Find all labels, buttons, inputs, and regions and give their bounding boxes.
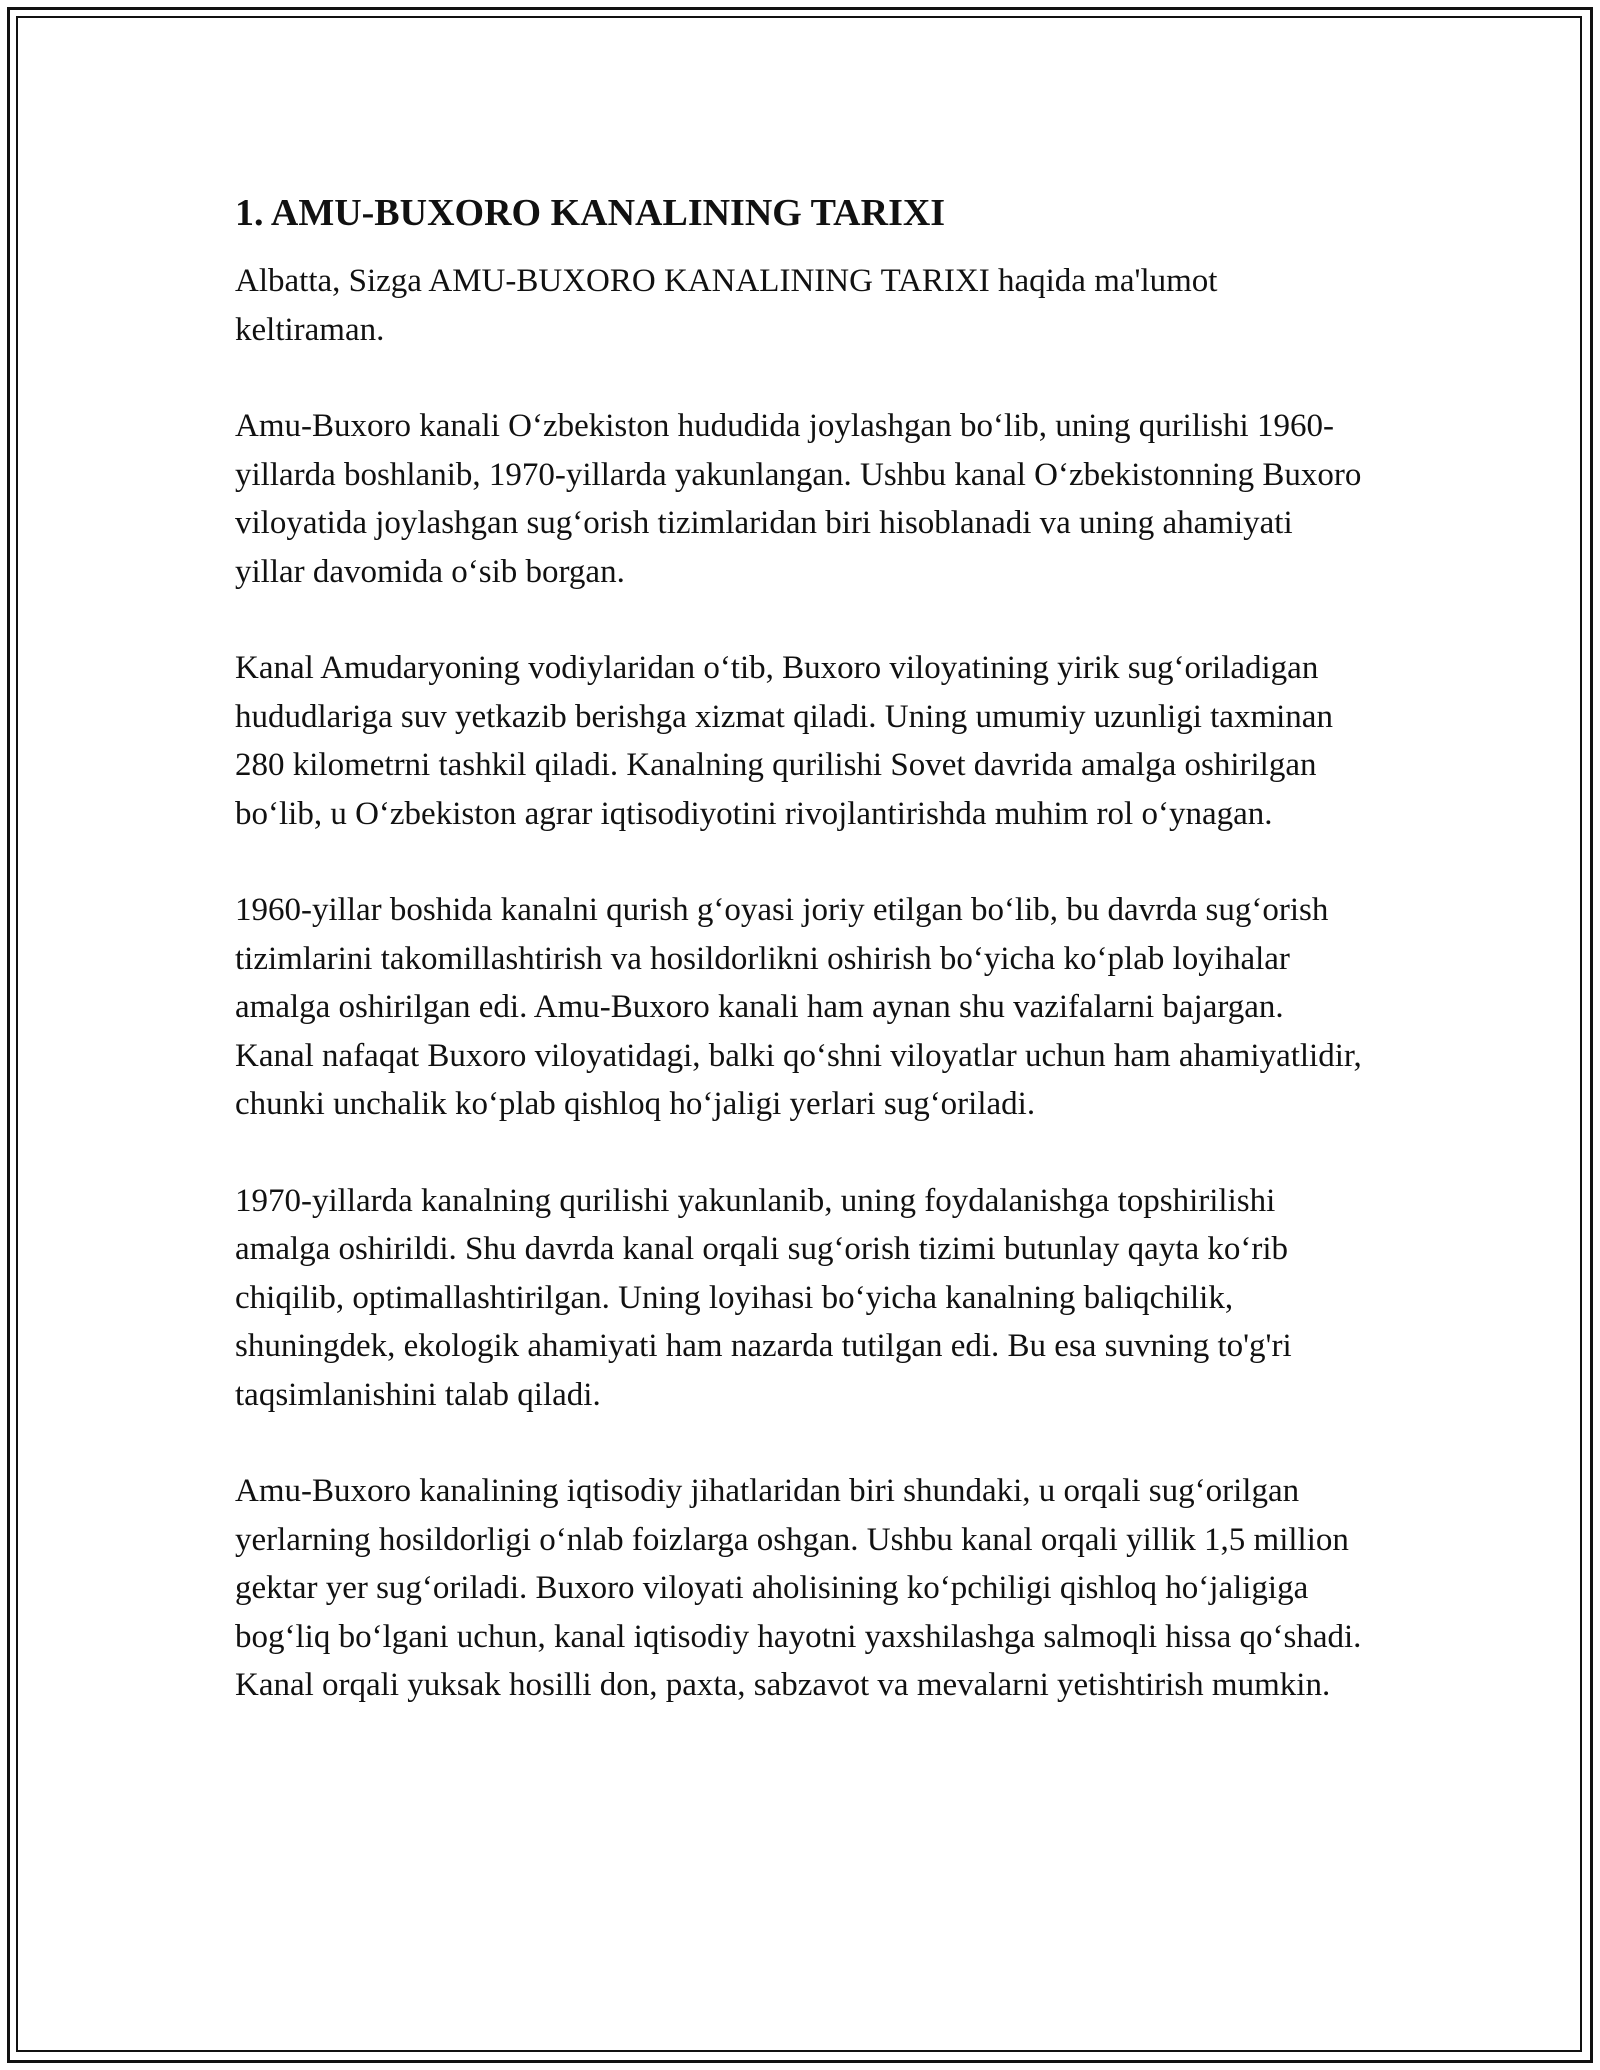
document-body <box>235 185 1365 1758</box>
paragraph-economy: Amu-Buxoro kanalining iqtisodiy jihatlaridan biri shundaki, u orqali sug‘orilgan yerlarning hosildorligi o‘nlab foizlarga oshgan. Ushbu kanal orqali yillik 1,5 million gektar yer sug‘oriladi. Buxoro viloyati aholisining ko‘pchiligi qishloq ho‘jaligiga bog‘liq bo‘lgani uchun, kanal iqtisodiy hayotni yaxshilashga salmoqli hissa qo‘shadi. Kanal orqali yuksak hosilli don, paxta, sabzavot va mevalarni yetishtirish mumkin. <box>235 1473 1362 1703</box>
paragraph-1970s: 1970-yillarda kanalning qurilishi yakunlanib, uning foydalanishga topshirilishi amalga oshirildi. Shu davrda kanal orqali sug‘orish tizimi butunlay qayta ko‘rib chiqilib, optimallashtirilgan. Uning loyihasi bo‘yicha kanalning baliqchilik, shuningdek, ekologik ahamiyati ham nazarda tutilgan edi. Bu esa suvning to'g'ri taqsimlanishini talab qiladi. <box>235 1182 1292 1413</box>
paragraph-1960s: 1960-yillar boshida kanalni qurish g‘oyasi joriy etilgan bo‘lib, bu davrda sug‘orish tizimlarini takomillashtirish va hosildorlikni oshirish bo‘yicha ko‘plab loyihalar amalga oshirilgan edi. Amu-Buxoro kanali ham aynan shu vazifalarni bajargan. Kanal nafaqat Buxoro viloyatidagi, balki qo‘shni viloyatlar uchun ham ahamiyatlidir, chunki unchalik ko‘plab qishloq ho‘jaligi yerlari sug‘oriladi. <box>235 892 1362 1122</box>
section-heading: 1. AMU-BUXORO KANALINING TARIXI <box>235 192 946 234</box>
intro-paragraph: Albatta, Sizga AMU-BUXORO KANALINING TARIXI haqida ma'lumot keltiraman. <box>235 263 1218 348</box>
paragraph-location: Amu-Buxoro kanali O‘zbekiston hududida joylashgan bo‘lib, uning qurilishi 1960-yillarda boshlanib, 1970-yillarda yakunlangan. Ushbu kanal O‘zbekistonning Buxoro viloyatida joylashgan sug‘orish tizimlaridan biri hisoblanadi va uning ahamiyati yillar davomida o‘sib borgan. <box>235 408 1362 590</box>
paragraph-route: Kanal Amudaryoning vodiylaridan o‘tib, Buxoro viloyatining yirik sug‘oriladigan hududlariga suv yetkazib berishga xizmat qiladi. Uning umumiy uzunligi taxminan 280 kilometrni tashkil qiladi. Kanalning qurilishi Sovet davrida amalga oshirilgan bo‘lib, u O‘zbekiston agrar iqtisodiyotini rivojlantirishda muhim rol o‘ynagan. <box>235 650 1333 832</box>
